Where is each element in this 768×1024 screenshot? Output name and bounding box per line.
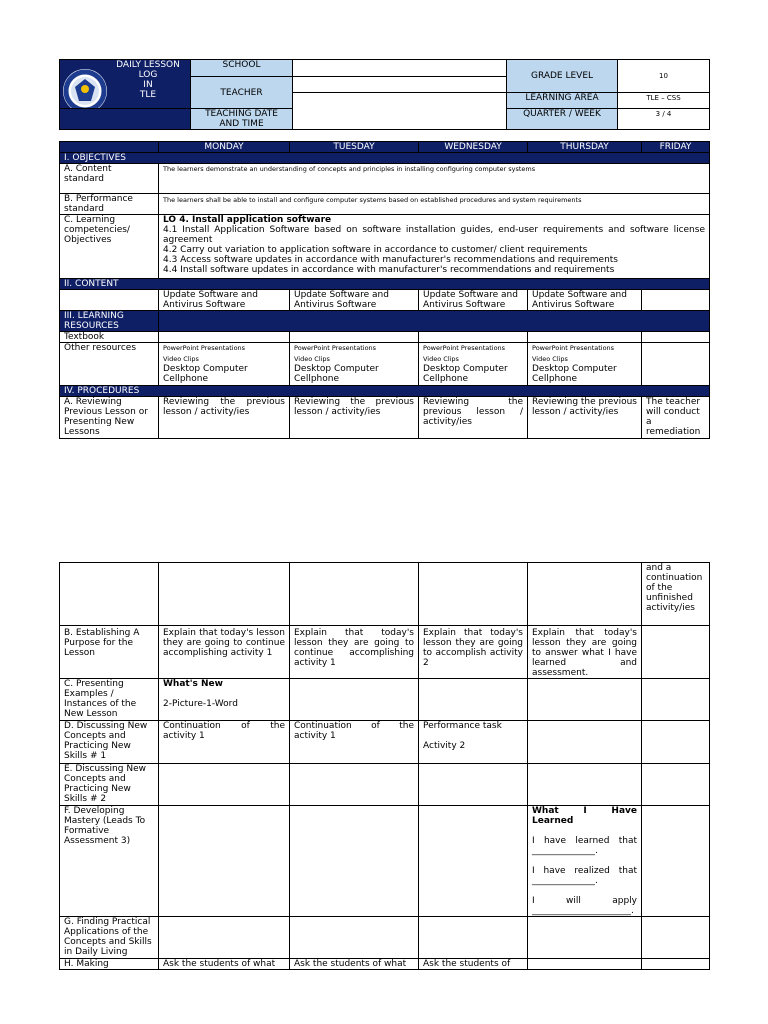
procedure-e-label: E. Discussing New Concepts and Practicing New Skills # 2 bbox=[60, 764, 159, 806]
content-wednesday: Update Software and Antivirus Software bbox=[419, 290, 528, 311]
what-i-have-learned-title: What I Have Learned bbox=[532, 806, 637, 826]
procedure-b-label: B. Establishing A Purpose for the Lesson bbox=[60, 626, 159, 679]
procedure-b-tuesday: Explain that today's lesson they are going to continue accomplishing activity 1 bbox=[290, 626, 419, 679]
procedure-b-monday: Explain that today's lesson they are going to continue accomplishing activity 1 bbox=[159, 626, 290, 679]
performance-standard-text: The learners shall be able to install and configure computer systems based on established procedures and system requirements bbox=[159, 194, 710, 215]
day-header-thursday: THURSDAY bbox=[528, 142, 642, 153]
competencies-text bbox=[159, 215, 710, 279]
content-monday: Update Software and Antivirus Software bbox=[159, 290, 290, 311]
day-header-friday: FRIDAY bbox=[642, 142, 710, 153]
lo-item: 4.2 Carry out variation to application software in accordance to customer/ client requirements bbox=[163, 245, 588, 255]
procedure-a-friday-cont: and a continuation of the unfinished activity/ies bbox=[642, 563, 710, 626]
learning-area-value: TLE – CSS bbox=[618, 93, 710, 109]
section-resources: III. LEARNING RESOURCES bbox=[60, 311, 159, 332]
section-objectives: I. OBJECTIVES bbox=[60, 153, 710, 164]
grade-level-label: GRADE LEVEL bbox=[507, 60, 618, 93]
teaching-date-label: TEACHING DATE AND TIME bbox=[191, 109, 293, 130]
procedure-a-monday: Reviewing the previous lesson / activity/ies bbox=[159, 397, 290, 439]
procedure-a-wednesday: Reviewing the previous lesson / activity/ies bbox=[419, 397, 528, 439]
resources-tuesday: PowerPoint Presentations Video Clips Desktop Computer Cellphone bbox=[290, 343, 419, 386]
procedure-c-monday bbox=[159, 679, 290, 721]
procedure-d-monday: Continuation of the activity 1 bbox=[159, 721, 290, 764]
procedure-h-label: H. Making bbox=[60, 959, 159, 970]
content-standard-text: The learners demonstrate an understanding of concepts and principles in installing configuring computer systems bbox=[159, 164, 710, 194]
performance-standard-label: B. Performance standard bbox=[60, 194, 159, 215]
lo-title: LO 4. Install application software bbox=[163, 215, 332, 225]
procedure-d-wednesday: Performance task Activity 2 bbox=[419, 721, 528, 764]
day-header-blank bbox=[60, 142, 159, 153]
procedure-a-thursday: Reviewing the previous lesson / activity/ies bbox=[528, 397, 642, 439]
header-table bbox=[59, 59, 710, 130]
deped-seal-icon bbox=[62, 68, 108, 109]
header-logo-cell bbox=[60, 60, 191, 109]
procedure-a-tuesday: Reviewing the previous lesson / activity/ies bbox=[290, 397, 419, 439]
content-tuesday: Update Software and Antivirus Software bbox=[290, 290, 419, 311]
title-line-3: TLE bbox=[139, 90, 157, 100]
other-resources-label: Other resources bbox=[60, 343, 159, 386]
content-standard-label: A. Content standard bbox=[60, 164, 159, 194]
school-label: SCHOOL bbox=[191, 60, 293, 77]
procedure-f-thursday: What I Have Learned I have learned that ______________. I have realized that ______________. I will apply ______________________. bbox=[528, 806, 642, 917]
procedure-h-monday: Ask the students of what bbox=[159, 959, 290, 970]
quarter-week-value: 3 / 4 bbox=[618, 109, 710, 130]
title-line-2: IN bbox=[143, 80, 153, 90]
procedure-a-friday: The teacher will conduct a remediation bbox=[642, 397, 710, 439]
procedure-b-thursday: Explain that today's lesson they are going to answer what I have learned and assessment. bbox=[528, 626, 642, 679]
resources-thursday: PowerPoint Presentations Video Clips Desktop Computer Cellphone bbox=[528, 343, 642, 386]
whats-new-title: What's New bbox=[163, 679, 223, 689]
lo-item: 4.1 Install Application Software based on software installation guides, end-user requirements and software license agreement bbox=[163, 225, 705, 245]
procedure-h-wednesday: Ask the students of bbox=[419, 959, 528, 970]
procedure-d-label: D. Discussing New Concepts and Practicing New Skills # 1 bbox=[60, 721, 159, 764]
grade-level-value: 10 bbox=[618, 60, 710, 93]
teacher-value[interactable] bbox=[293, 77, 507, 93]
resources-wednesday: PowerPoint Presentations Video Clips Desktop Computer Cellphone bbox=[419, 343, 528, 386]
lesson-table-top bbox=[59, 141, 710, 439]
day-header-tuesday: TUESDAY bbox=[290, 142, 419, 153]
procedure-a-label: A. Reviewing Previous Lesson or Presenting New Lessons bbox=[60, 397, 159, 439]
competencies-label: C. Learning competencies/ Objectives bbox=[60, 215, 159, 279]
whats-new-text: 2-Picture-1-Word bbox=[163, 699, 238, 709]
content-thursday: Update Software and Antivirus Software bbox=[528, 290, 642, 311]
lo-item: 4.4 Install software updates in accordance with manufacturer's recommendations and requirements bbox=[163, 265, 615, 275]
day-header-wednesday: WEDNESDAY bbox=[419, 142, 528, 153]
procedure-f-label: F. Developing Mastery (Leads To Formative Assessment 3) bbox=[60, 806, 159, 917]
procedure-b-wednesday: Explain that today's lesson they are going to accomplish activity 2 bbox=[419, 626, 528, 679]
procedure-g-label: G. Finding Practical Applications of the Concepts and Skills in Daily Living bbox=[60, 917, 159, 959]
procedure-d-tuesday: Continuation of the activity 1 bbox=[290, 721, 419, 764]
quarter-week-label: QUARTER / WEEK bbox=[507, 109, 618, 130]
section-content: II. CONTENT bbox=[60, 279, 710, 290]
lesson-table-bottom bbox=[59, 562, 710, 970]
teaching-date-value[interactable] bbox=[293, 93, 507, 130]
textbook-label: Textbook bbox=[60, 332, 159, 343]
section-procedures: IV. PROCEDURES bbox=[60, 386, 710, 397]
lo-item: 4.3 Access software updates in accordance with manufacturer's recommendations and requirements bbox=[163, 255, 618, 265]
school-value[interactable] bbox=[293, 60, 507, 77]
procedure-h-tuesday: Ask the students of what bbox=[290, 959, 419, 970]
day-header-monday: MONDAY bbox=[159, 142, 290, 153]
procedure-c-label: C. Presenting Examples / Instances of the New Lesson bbox=[60, 679, 159, 721]
resources-monday: PowerPoint Presentations Video Clips Desktop Computer Cellphone bbox=[159, 343, 290, 386]
teacher-label: TEACHER bbox=[191, 77, 293, 109]
title-line-1: DAILY LESSON LOG bbox=[116, 60, 180, 80]
learning-area-label: LEARNING AREA bbox=[507, 93, 618, 109]
